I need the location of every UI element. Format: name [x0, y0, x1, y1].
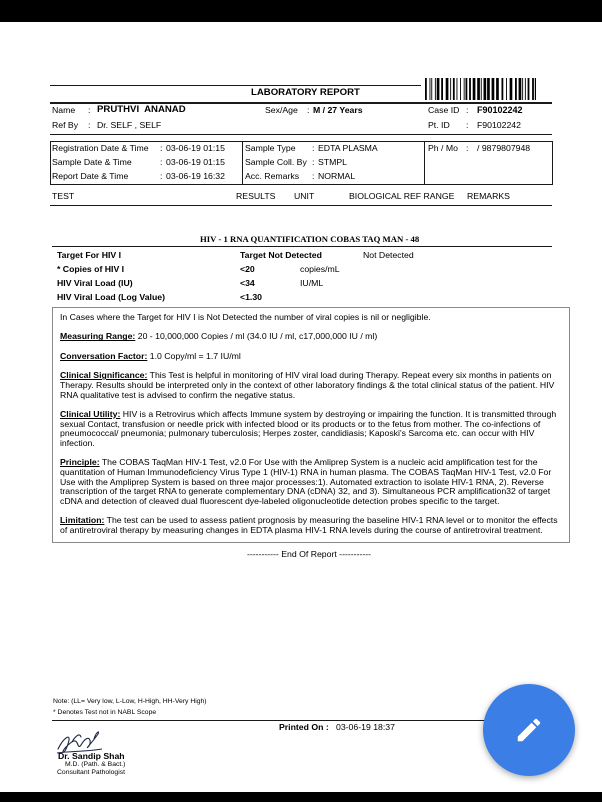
report-date-colon: : [160, 171, 163, 181]
section-title: HIV - 1 RNA QUANTIFICATION COBAS TAQ MAN - 48 [200, 234, 420, 244]
sample-date-value: 03-06-19 01:15 [166, 157, 225, 167]
column-header-results: RESULTS [236, 191, 276, 201]
column-header-test: TEST [52, 191, 75, 201]
barcode-bar [492, 78, 495, 100]
end-of-report: ----------- End Of Report ----------- [247, 549, 372, 559]
paragraph-line: infection. [60, 437, 95, 448]
barcode-bar [528, 78, 530, 100]
barcode-bar [441, 78, 443, 100]
name-colon: : [88, 105, 91, 115]
sample-type-colon: : [312, 143, 315, 153]
column-header-ref-range: BIOLOGICAL REF RANGE [349, 191, 455, 201]
printed-on-label: Printed On : [279, 722, 329, 732]
column-header-rule [50, 205, 552, 206]
paragraph-text: HIV is a Retrovirus which affects Immune system by destroying or impairing the function. It is transmitted through [122, 408, 557, 419]
result-test-name: HIV Viral Load (Log Value) [57, 292, 165, 302]
paragraph-line: Therapy. Results should be interpreted only in the context of other laboratory findings & the total clinical status of the patient. HIV [60, 379, 555, 390]
paragraph-line: sexual Contact, transfusion or needle prick with infected blood or its products or to the fetus from mother. The co-infections of [60, 418, 541, 429]
barcode-bar [430, 78, 431, 100]
result-unit: copies/mL [300, 264, 340, 274]
pt-id-colon: : [466, 120, 469, 130]
paragraph-label: Conversation Factor: [60, 350, 148, 361]
report-title: LABORATORY REPORT [251, 87, 360, 98]
barcode-bar [525, 78, 526, 100]
paragraph-line: of antiretroviral therapy by measuring changes in EDTA plasma HIV-1 RNA levels during the course of antiretroviral treatment. [60, 525, 543, 536]
barcode-bar [450, 78, 451, 100]
info-divider [424, 141, 425, 184]
conversion-factor [60, 352, 570, 362]
clinical-significance [60, 371, 570, 400]
barcode-bar [487, 78, 490, 100]
paragraph-line [60, 332, 570, 342]
sample-date-colon: : [160, 157, 163, 167]
case-id-label: Case ID [428, 105, 460, 115]
edit-fab-button[interactable] [483, 684, 575, 776]
paragraph-line: pneumococcal/ pneumonia; pulmonary tuberculosis; Herpes zoster, candidiasis; Kaposki's Sarcoma etc. can occur with HIV [60, 428, 535, 439]
patient-name: PRUTHVI ANANAD [97, 104, 186, 115]
barcode [425, 78, 536, 100]
barcode-bar [532, 78, 534, 100]
acc-remarks-colon: : [312, 171, 315, 181]
barcode-bar [466, 78, 468, 100]
paragraph-text: 1.0 Copy/ml = 1.7 IU/ml [149, 350, 241, 361]
column-header-unit: UNIT [294, 191, 315, 201]
result-value: <34 [240, 278, 255, 288]
sample-coll-by-label: Sample Coll. By [245, 157, 307, 167]
header-top-rule [50, 85, 421, 86]
sex-age-value: M / 27 Years [313, 105, 363, 115]
limitation [60, 516, 570, 535]
barcode-bar [464, 78, 465, 100]
ref-by-colon: : [88, 120, 91, 130]
ref-by-label: Ref By [52, 120, 79, 130]
paragraph-text: This Test is helpful in monitoring of HIV viral load during Therapy. Repeat every six months in patients on [149, 370, 552, 381]
acc-remarks-label: Acc. Remarks [245, 171, 300, 181]
paragraph-line: In Cases where the Target for HIV I is Not Detected the number of viral copies is nil or negligible. [60, 312, 431, 322]
paragraph-line: cDNA and detection of cleaved dual fluorescent dye-labeled oligonucleotide detection probes specific to the target. [60, 496, 500, 507]
barcode-bar [473, 78, 476, 100]
paragraph-text: The test can be used to assess patient prognosis by measuring the baseline HIV-1 RNA level or to monitor the effects [106, 515, 558, 526]
paragraph-line: quantitation of Human Immunodeficiency Virus Type 1 (HIV-1) RNA in human plasma. The COBAS TaqMan HIV-1 Test, v2.0 For [60, 467, 552, 477]
paragraph-text: 20 - 10,000,000 Copies / ml (34.0 IU / ml, c17,000,000 IU / ml) [137, 331, 378, 342]
paragraph-label: Measuring Range: [60, 331, 136, 342]
sample-type-label: Sample Type [245, 143, 296, 153]
ph-mo-colon: : [466, 143, 469, 153]
report-date-label: Report Date & Time [52, 171, 129, 181]
ref-by-value: Dr. SELF , SELF [97, 120, 162, 130]
paragraph-text: The COBAS TaqMan HIV-1 Test, v2.0 For Use with the Amliprep System is a nucleic acid amplification test for the [101, 457, 538, 468]
doctor-degree: M.D. (Path. & Bact.) [65, 761, 126, 768]
barcode-bar [435, 78, 436, 100]
result-test-name: Target For HIV I [57, 250, 122, 260]
paragraph-label: Clinical Significance: [60, 370, 148, 381]
paragraph-line: transcription of the target RNA to generate complementary DNA (cDNA) 32, and 3). Simultaneous PCR amplification32 of target [60, 486, 551, 497]
report-date-value: 03-06-19 16:32 [166, 171, 225, 181]
barcode-bar [460, 78, 461, 100]
barcode-bar [510, 78, 513, 100]
result-test-name: * Copies of HIV I [57, 264, 125, 274]
sample-date-label: Sample Date & Time [52, 157, 132, 167]
barcode-bar [519, 78, 522, 100]
paragraph-label: Limitation: [60, 515, 105, 526]
bottom-bar [0, 792, 602, 802]
doctor-name: Dr. Sandip Shah [58, 751, 125, 761]
barcode-bar [522, 78, 523, 100]
sample-type-value: EDTA PLASMA [318, 143, 378, 153]
footer-note: Note: (LL= Very low, L-Low, H-High, HH-Very High) [53, 698, 207, 705]
barcode-bar [431, 78, 432, 100]
result-test-name: HIV Viral Load (IU) [57, 278, 133, 288]
doctor-title: Consultant Pathologist [57, 769, 126, 776]
pt-id-value: F90102242 [477, 120, 521, 130]
paragraph-label: Clinical Utility: [60, 408, 121, 419]
barcode-bar [446, 78, 449, 100]
result-value: Target Not Detected [240, 250, 322, 260]
barcode-bar [425, 78, 427, 100]
sex-age-colon: : [307, 105, 310, 115]
name-label: Name [52, 105, 76, 115]
measuring-range [60, 332, 570, 342]
barcode-bar [457, 78, 458, 100]
barcode-bar [477, 78, 480, 100]
footer-nabl-note: * Denotes Test not in NABL Scope [53, 709, 157, 716]
barcode-bar [502, 78, 504, 100]
patient-rule [50, 134, 552, 135]
barcode-bar [515, 78, 517, 100]
info-divider [242, 141, 243, 184]
barcode-bar [506, 78, 507, 100]
barcode-bar [437, 78, 440, 100]
footer-rule [52, 720, 552, 721]
result-ref-range: Not Detected [363, 250, 414, 260]
acc-remarks-value: NORMAL [318, 171, 356, 181]
principle [60, 458, 570, 506]
paragraph-label: Principle: [60, 457, 100, 468]
result-value: <1.30 [240, 292, 262, 302]
interpretation-intro [60, 313, 570, 323]
barcode-bar [453, 78, 455, 100]
ph-mo-label: Ph / Mo [428, 143, 458, 153]
paragraph-line: RNA qualitative test is advised to confirm the negative status. [60, 389, 296, 400]
ph-mo-value: / 9879807948 [477, 143, 531, 153]
barcode-bar [484, 78, 487, 100]
sample-coll-by-value: STMPL [318, 157, 347, 167]
interpretation [60, 313, 570, 546]
barcode-bar [481, 78, 482, 100]
pt-id-label: Pt. ID [428, 120, 450, 130]
result-value: <20 [240, 264, 255, 274]
registration-label: Registration Date & Time [52, 143, 149, 153]
top-status-bar [0, 0, 602, 22]
paragraph-line [60, 352, 570, 362]
registration-value: 03-06-19 01:15 [166, 143, 225, 153]
section-title-rule [52, 246, 552, 247]
case-id-value: F90102242 [477, 105, 523, 115]
registration-colon: : [160, 143, 163, 153]
pencil-icon [514, 715, 544, 745]
barcode-bar [469, 78, 471, 100]
sex-age-label: Sex/Age [265, 105, 298, 115]
paragraph-line: Use with the Ampliprep System is based on three major processes:1). Automated extraction to isolate HIV-1 RNA, 2). Reverse [60, 476, 544, 487]
barcode-bar [535, 78, 536, 100]
printed-on-value: 03-06-19 18:37 [336, 722, 395, 732]
barcode-bar [496, 78, 499, 100]
result-unit: IU/ML [300, 278, 324, 288]
column-header-remarks: REMARKS [467, 191, 510, 201]
sample-coll-by-colon: : [312, 157, 315, 167]
clinical-utility [60, 410, 570, 449]
case-id-colon: : [466, 105, 469, 115]
